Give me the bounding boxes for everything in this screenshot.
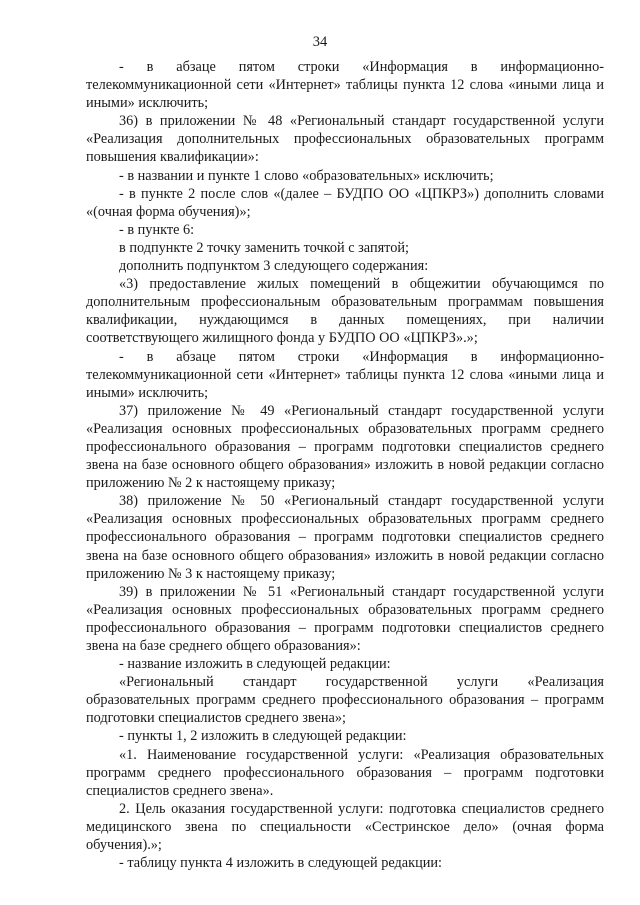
paragraph: - в названии и пункте 1 слово «образовательных» исключить; (119, 167, 494, 184)
paragraph: 37) приложение № 49 «Региональный стандарт государственной услуги «Реализация основных профессиональных образовательных программ среднего профессионального образования – программ подготовки специалистов среднего звена на базе основного общего образования» изложить в новой редакции согласно приложению № 2 к настоящему приказу; (86, 402, 604, 492)
paragraph: в подпункте 2 точку заменить точкой с запятой; (119, 239, 410, 256)
paragraph: 38) приложение № 50 «Региональный стандарт государственной услуги «Реализация основных профессиональных образовательных программ среднего профессионального образования – программ подготовки специалистов среднего звена на базе основного общего образования» изложить в новой редакции согласно приложению № 3 к настоящему приказу; (86, 493, 604, 582)
paragraph: «Региональный стандарт государственной услуги «Реализация образовательных программ среднего профессионального образования – программ подготовки специалистов среднего звена»; (86, 674, 604, 727)
paragraph: - пункты 1, 2 изложить в следующей редакции: (119, 728, 407, 745)
paragraph: - в абзаце пятом строки «Информация в информационно-телекоммуникационной сети «Интернет» таблицы пункта 12 слова «иными лица и иными» исключить; (86, 348, 604, 401)
paragraph: 2. Цель оказания государственной услуги: подготовка специалистов среднего медицинского звена по специальности «Сестринское дело» (очная форма обучения).»; (86, 800, 604, 854)
paragraph: дополнить подпунктом 3 следующего содержания: (119, 258, 429, 275)
page-number: 34 (312, 34, 328, 50)
paragraph: «1. Наименование государственной услуги: «Реализация образовательных программ среднего профессионального образования – программ подготовки специалистов среднего звена». (86, 746, 604, 799)
paragraph: 36) в приложении № 48 «Региональный стандарт государственной услуги «Реализация дополнительных профессиональных образовательных программ повышения квалификации»: (86, 113, 604, 166)
paragraph: - таблицу пункта 4 изложить в следующей редакции: (119, 855, 442, 872)
paragraph: «3) предоставление жилых помещений в общежитии обучающимся по дополнительным профессиональным образовательным программам повышения квалификации, нуждающимся в данных помещениях, при наличии соответствующего жилищного фонда у БУДПО ОО «ЦПКРЗ».»; (86, 276, 604, 347)
paragraph: - в пункте 2 после слов «(далее – БУДПО ОО «ЦПКРЗ») дополнить словами «(очная форма обучения)»; (86, 185, 604, 220)
paragraph: - в абзаце пятом строки «Информация в информационно-телекоммуникационной сети «Интернет» таблицы пункта 12 слова «иными лица и иными» исключить; (86, 59, 604, 112)
paragraph: - в пункте 6: (119, 221, 195, 238)
document-body (86, 58, 604, 872)
paragraph: 39) в приложении № 51 «Региональный стандарт государственной услуги «Реализация основных профессиональных образовательных программ среднего профессионального образования – программ подготовки специалистов среднего звена на базе среднего общего образования»: (86, 583, 604, 654)
paragraph: - название изложить в следующей редакции: (119, 656, 391, 673)
